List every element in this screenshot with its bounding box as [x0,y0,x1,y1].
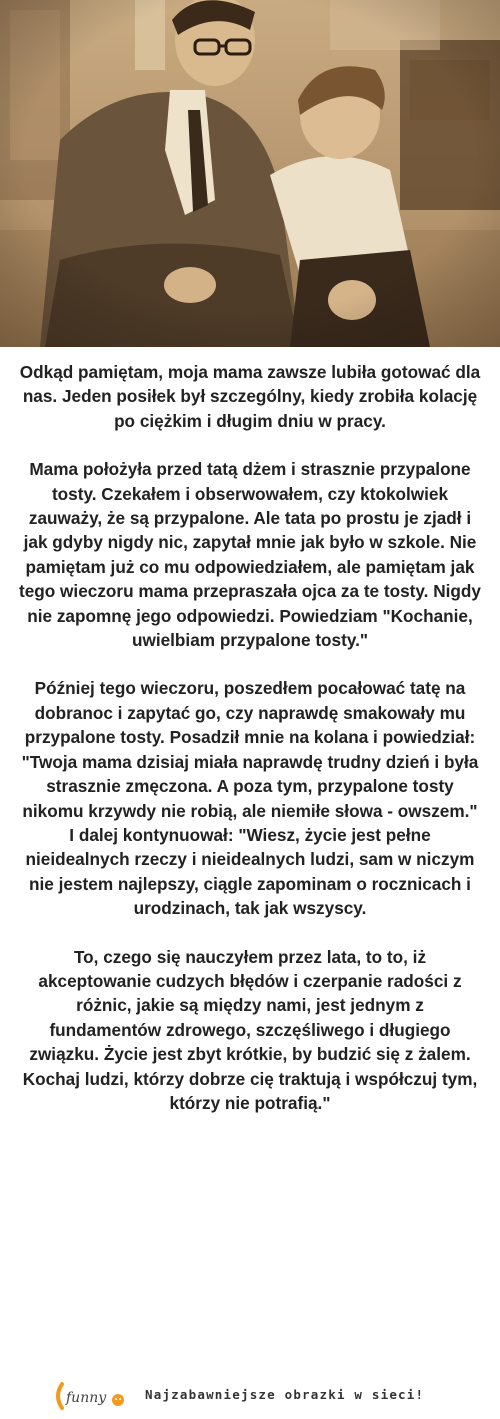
brand-text: funny [66,1390,107,1406]
funny-logo-icon[interactable] [52,1378,132,1412]
story-text [18,360,482,1139]
father-son-illustration [0,0,500,347]
story-paragraph-1: Odkąd pamiętam, moja mama zawsze lubiła gotować dla nas. Jeden posiłek był szczególny, kiedy zrobiła kolację po ciężkim i długim dniu w pracy. [19,362,481,431]
story-paragraph-2: Mama położyła przed tatą dżem i strasznie przypalone tosty. Czekałem i obserwowałem, czy ktokolwiek zauważy, że są przypalone. Ale tata po prostu je zjadł i jak gdyby nigdy nic, zapytał mnie jak było w szkole. Nie pamiętam już co mu odpowiedziałem, ale pamiętam jak tego wieczoru mama przepraszała ojca za te tosty. Nigdy nie zapomnę jego odpowiedzi. Powiedziam "Kochanie, uwielbiam przypalone tosty." [19,459,481,651]
tagline: Najzabawniejsze obrazki w sieci! [145,1387,425,1402]
story-paragraph-3: Później tego wieczoru, poszedłem pocałować tatę na dobranoc i zapytać go, czy naprawdę smakowały mu przypalone tosty. Posadził mnie na kolana i powiedział: "Twoja mama dzisiaj miała naprawdę trudny dzień i była strasznie zmęczona. A poza tym, przypalone tosty nikomu krzywdy nie robią, ale niemiłe słowa - owszem." I dalej kontynuował: "Wiesz, życie jest pełne nieidealnych rzeczy i nieidealnych ludzi, sam w niczym nie jestem najlepszy, ciągle zapominam o rocznicach i urodzinach, tak jak wszyscy. [21,678,479,919]
vintage-photo [0,0,500,347]
story-paragraph-4: To, czego się nauczyłem przez lata, to to, iż akceptowanie cudzych błędów i czerpanie radości z różnic, jakie są między nami, jest jednym z fundamentów zdrowego, szczęśliwego i długiego związku. Życie jest zbyt krótkie, by budzić się z żalem. Kochaj ludzi, którzy dobrze cię traktują i współczuj tym, którzy nie potrafią." [22,946,478,1113]
footer [0,1372,500,1419]
